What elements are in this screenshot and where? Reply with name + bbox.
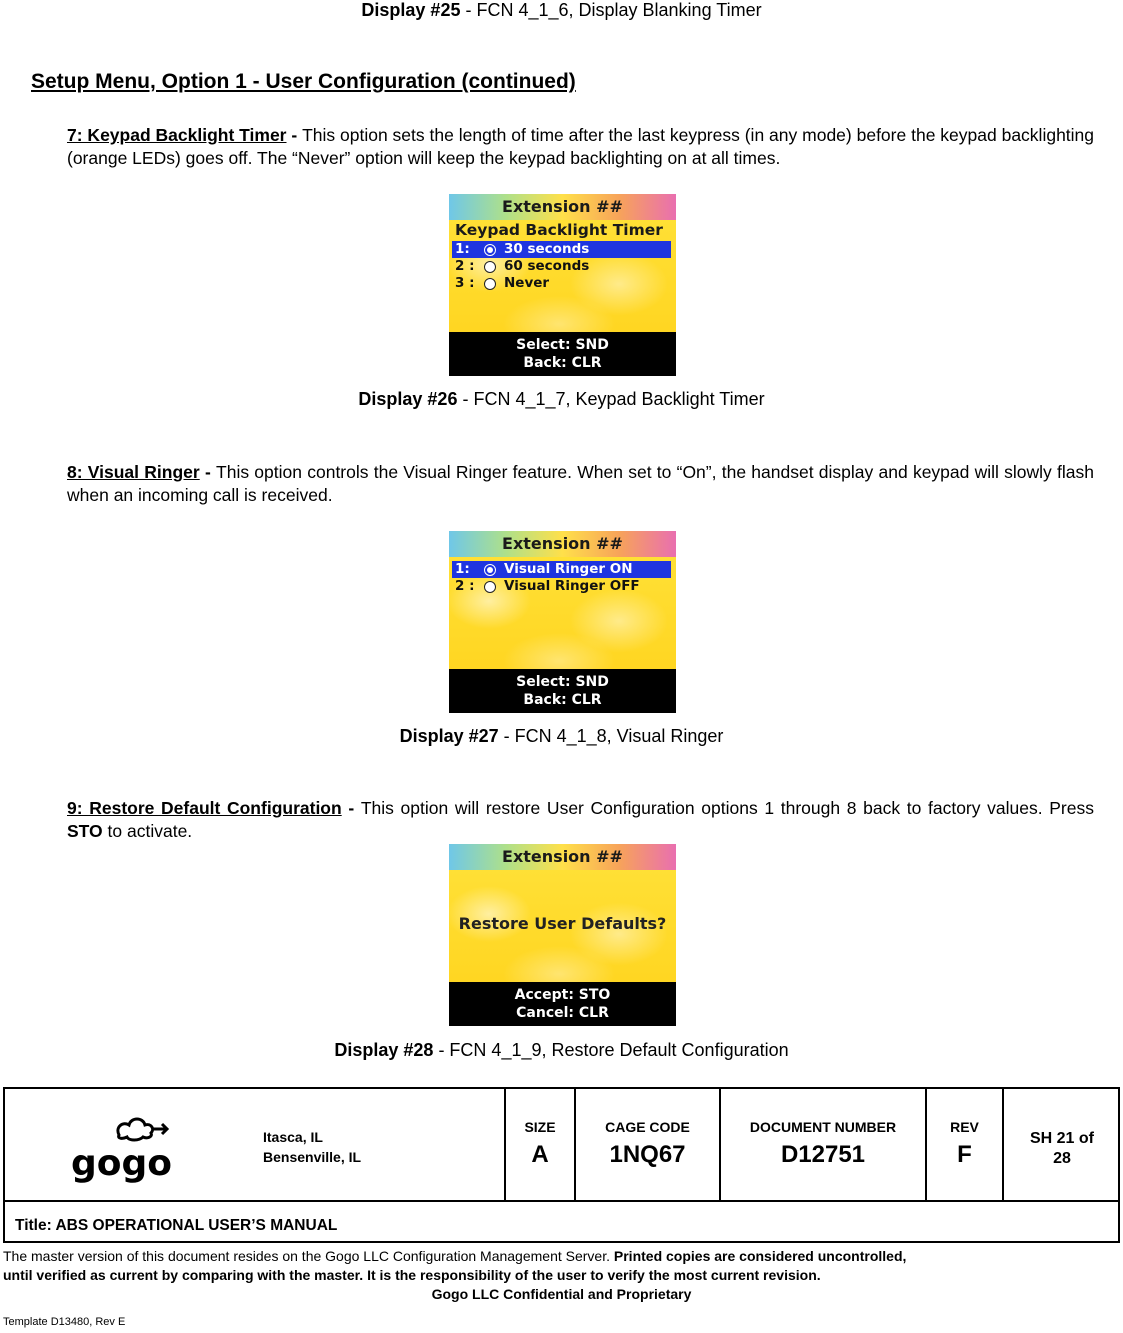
screen-header: Extension ## [449, 194, 676, 220]
svg-text:gogo: gogo [71, 1143, 173, 1184]
radio-selected-icon [484, 564, 496, 576]
display-25-caption: Display #25 - FCN 4_1_6, Display Blanking Timer [361, 0, 762, 20]
menu-row-visual-ringer-off: 2 : Visual Ringer OFF [455, 578, 640, 594]
size-label: SIZE [524, 1119, 556, 1135]
menu-row-visual-ringer-on: 1: Visual Ringer ON [452, 561, 671, 578]
document-number-value: D12751 [780, 1141, 866, 1168]
screen-header: Extension ## [449, 844, 676, 870]
display-28-screen [449, 844, 676, 1026]
sheet-number: SH 21 of 28 [1029, 1130, 1094, 1167]
rev-value: F [957, 1141, 972, 1168]
restore-defaults-prompt: Restore User Defaults? [458, 914, 667, 933]
cage-code-label: CAGE CODE [605, 1119, 690, 1135]
screen-header: Extension ## [449, 531, 676, 557]
rev-label: REV [950, 1119, 979, 1135]
display-28-caption: Display #28 - FCN 4_1_9, Restore Default Configuration [334, 1040, 789, 1060]
option-9-paragraph: 9: Restore Default Configuration - This option will restore User Configuration options 1 through 8 back to factory values. Press STO to activate. [67, 798, 1094, 841]
confidential-notice: Gogo LLC Confidential and Proprietary [431, 1286, 692, 1302]
option-8-heading: 8: Visual Ringer [67, 462, 200, 482]
display-26-caption: Display #26 - FCN 4_1_7, Keypad Backlight Timer [358, 389, 765, 409]
control-notice-line1: The master version of this document resides on the Gogo LLC Configuration Management Server. Printed copies are considered uncontrolled, [3, 1248, 907, 1264]
menu-row-60-seconds: 2 : 60 seconds [455, 258, 590, 274]
template-id: Template D13480, Rev E [3, 1316, 126, 1328]
display-27-screen [449, 531, 676, 713]
section-title: Setup Menu, Option 1 - User Configuration (continued) [31, 70, 576, 93]
gogo-logo [67, 1105, 187, 1185]
option-7-heading: 7: Keypad Backlight Timer [67, 125, 287, 145]
title-block [3, 1087, 1120, 1243]
screen-softkeys: Select: SND Back: CLR [449, 332, 676, 376]
radio-empty-icon [484, 278, 496, 290]
cage-code-value: 1NQ67 [609, 1141, 686, 1168]
control-notice-line2: until verified as current by comparing with the master. It is the responsibility of the user to verify the most current revision. [3, 1267, 821, 1283]
radio-empty-icon [484, 581, 496, 593]
option-7-paragraph: 7: Keypad Backlight Timer - This option sets the length of time after the last keypress (in any mode) before the keypad backlighting (orange LEDs) goes off. The “Never” option will keep the keypad backlighting on at all times. [67, 125, 1095, 168]
screen-softkeys: Accept: STO Cancel: CLR [449, 982, 676, 1026]
display-26-screen [449, 194, 676, 376]
document-title: Title: ABS OPERATIONAL USER’S MANUAL [15, 1217, 338, 1234]
screen-subtitle: Keypad Backlight Timer [455, 221, 663, 239]
size-value: A [531, 1141, 549, 1168]
option-9-heading: 9: Restore Default Configuration [67, 798, 342, 818]
location: Itasca, IL Bensenville, IL [263, 1129, 362, 1165]
document-number-label: DOCUMENT NUMBER [749, 1119, 897, 1135]
display-27-caption: Display #27 - FCN 4_1_8, Visual Ringer [399, 726, 724, 746]
menu-row-30-seconds: 1: 30 seconds [452, 241, 671, 258]
menu-row-never: 3 : Never [455, 275, 550, 291]
radio-empty-icon [484, 261, 496, 273]
screen-softkeys: Select: SND Back: CLR [449, 669, 676, 713]
radio-selected-icon [484, 244, 496, 256]
option-8-paragraph: 8: Visual Ringer - This option controls the Visual Ringer feature. When set to “On”, the handset display and keypad will slowly flash when an incoming call is received. [67, 462, 1094, 505]
